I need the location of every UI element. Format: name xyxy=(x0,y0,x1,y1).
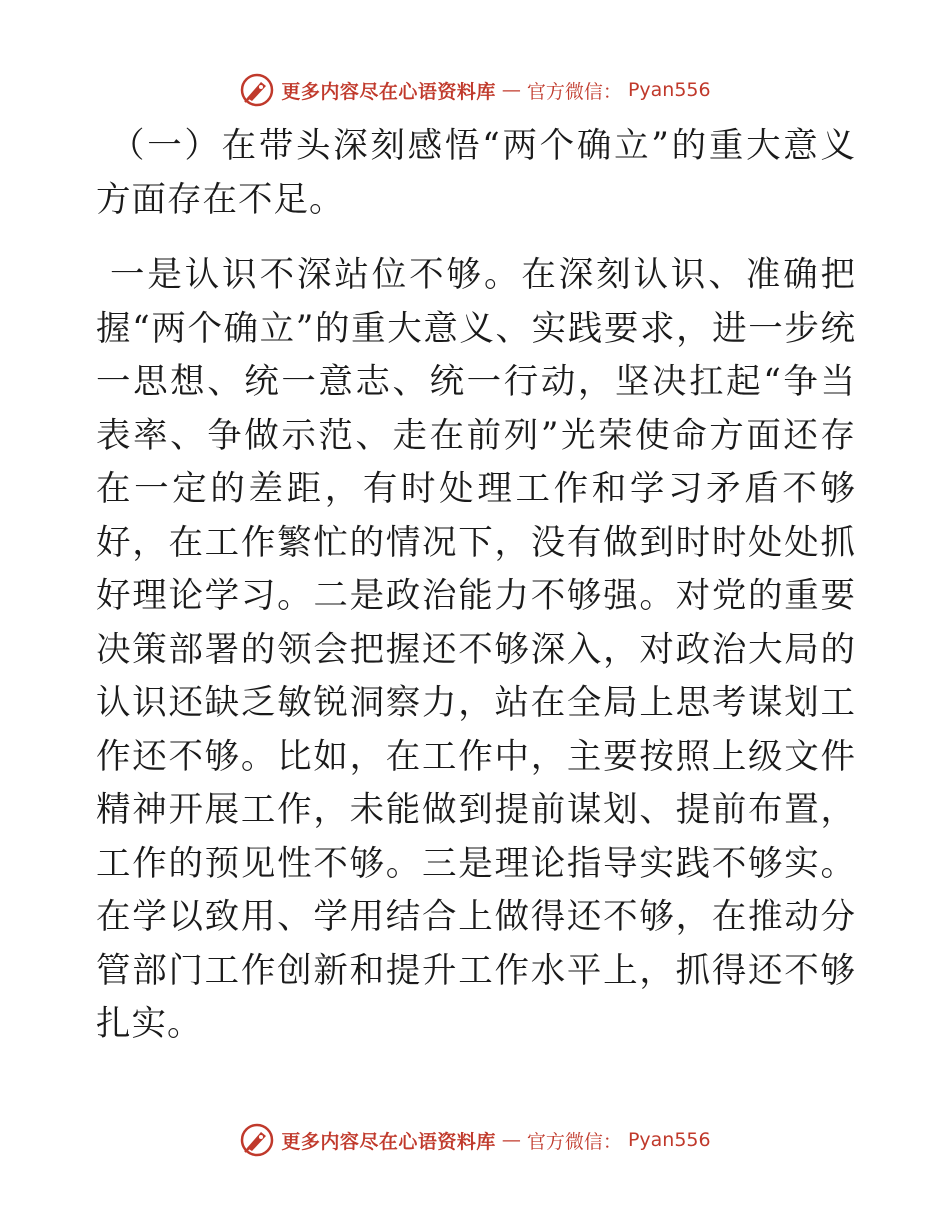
footer-watermark xyxy=(0,1120,950,1160)
watermark-official: 官方微信： xyxy=(526,1130,622,1153)
pen-nib-logo-icon xyxy=(239,72,275,108)
watermark-id: Pyan556 xyxy=(627,1129,711,1151)
body-paragraph: 一是认识不深站位不够。在深刻认识、准确把握“两个确立”的重大意义、实践要求，进一步统一思想、统一意志、统一行动，坚决扛起“争当表率、争做示范、走在前列”光荣使命方面还存在一定的差距，有时处理工作和学习矛盾不够好，在工作繁忙的情况下，没有做到时时处处抓好理论学习。二是政治能力不够强。对党的重要决策部署的领会把握还不够深入，对政治大局的认识还缺乏敏锐洞察力，站在全局上思考谋划工作还不够。比如，在工作中，主要按照上级文件精神开展工作，未能做到提前谋划、提前布置，工作的预见性不够。三是理论指导实践不够实。在学以致用、学用结合上做得还不够，在推动分管部门工作创新和提升工作水平上，抓得还不够扎实。 xyxy=(96,255,856,1044)
document-body xyxy=(96,120,856,1052)
watermark-dash: — xyxy=(501,1129,521,1151)
watermark-text: 更多内容尽在心语资料库 xyxy=(281,80,496,103)
section-heading: （一）在带头深刻感悟“两个确立”的重大意义方面存在不足。 xyxy=(96,126,856,220)
watermark-dash: — xyxy=(501,79,521,101)
watermark-official: 官方微信： xyxy=(526,80,622,103)
header-watermark xyxy=(0,70,950,110)
watermark-id: Pyan556 xyxy=(627,79,711,101)
watermark-text: 更多内容尽在心语资料库 xyxy=(281,1130,496,1153)
pen-nib-logo-icon xyxy=(239,1122,275,1158)
